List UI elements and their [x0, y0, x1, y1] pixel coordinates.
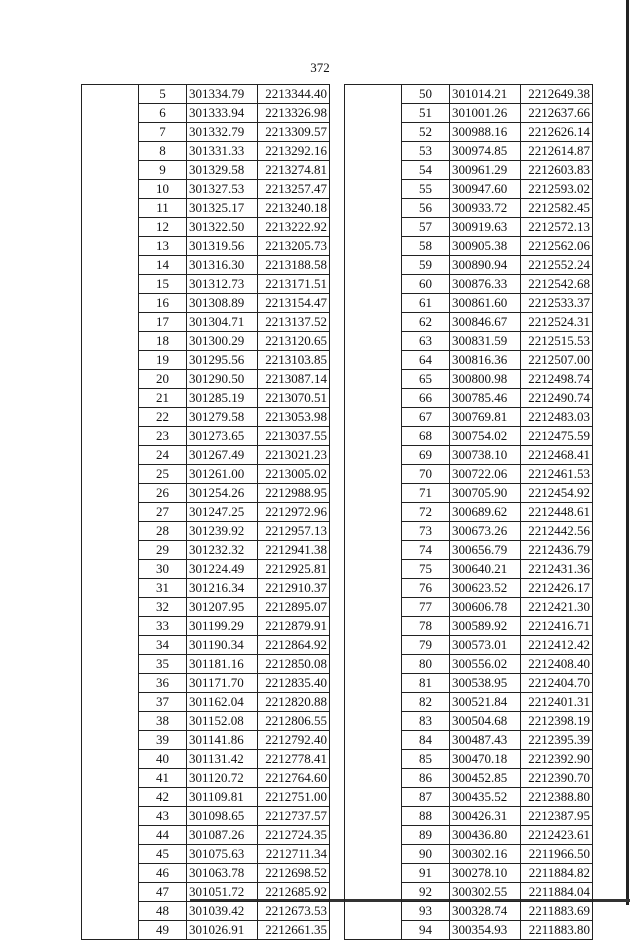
- x-coordinate: 301014.21: [450, 85, 521, 104]
- point-number: 79: [402, 636, 450, 655]
- x-coordinate: 300452.85: [450, 769, 521, 788]
- x-coordinate: 300656.79: [450, 541, 521, 560]
- point-number: 91: [402, 864, 450, 883]
- point-number: 82: [402, 693, 450, 712]
- point-number: 33: [139, 617, 187, 636]
- point-number: 13: [139, 237, 187, 256]
- x-coordinate: 301063.78: [187, 864, 258, 883]
- coordinates-table-left: [81, 84, 330, 940]
- x-coordinate: 300905.38: [450, 237, 521, 256]
- point-number: 67: [402, 408, 450, 427]
- y-coordinate: 2212572.13: [521, 218, 593, 237]
- y-coordinate: 2212408.40: [521, 655, 593, 674]
- blank-column: [82, 85, 139, 940]
- x-coordinate: 301232.32: [187, 541, 258, 560]
- point-number: 81: [402, 674, 450, 693]
- point-number: 85: [402, 750, 450, 769]
- y-coordinate: 2212412.42: [521, 636, 593, 655]
- y-coordinate: 2212398.19: [521, 712, 593, 731]
- x-coordinate: 300521.84: [450, 693, 521, 712]
- x-coordinate: 301199.29: [187, 617, 258, 636]
- point-number: 49: [139, 921, 187, 940]
- x-coordinate: 301273.65: [187, 427, 258, 446]
- y-coordinate: 2212698.52: [258, 864, 330, 883]
- point-number: 44: [139, 826, 187, 845]
- x-coordinate: 300722.06: [450, 465, 521, 484]
- y-coordinate: 2212661.35: [258, 921, 330, 940]
- y-coordinate: 2212637.66: [521, 104, 593, 123]
- y-coordinate: 2212431.36: [521, 560, 593, 579]
- x-coordinate: 300278.10: [450, 864, 521, 883]
- point-number: 20: [139, 370, 187, 389]
- point-number: 22: [139, 408, 187, 427]
- y-coordinate: 2212685.92: [258, 883, 330, 902]
- y-coordinate: 2212751.00: [258, 788, 330, 807]
- x-coordinate: 300640.21: [450, 560, 521, 579]
- y-coordinate: 2212423.61: [521, 826, 593, 845]
- x-coordinate: 300487.43: [450, 731, 521, 750]
- y-coordinate: 2213274.81: [258, 161, 330, 180]
- y-coordinate: 2212850.08: [258, 655, 330, 674]
- point-number: 83: [402, 712, 450, 731]
- y-coordinate: 2212864.92: [258, 636, 330, 655]
- point-number: 86: [402, 769, 450, 788]
- y-coordinate: 2212387.95: [521, 807, 593, 826]
- y-coordinate: 2212442.56: [521, 522, 593, 541]
- x-coordinate: 300831.59: [450, 332, 521, 351]
- y-coordinate: 2211884.04: [521, 883, 593, 902]
- x-coordinate: 301207.95: [187, 598, 258, 617]
- x-coordinate: 300328.74: [450, 902, 521, 921]
- point-number: 87: [402, 788, 450, 807]
- x-coordinate: 301216.34: [187, 579, 258, 598]
- y-coordinate: 2212988.95: [258, 484, 330, 503]
- x-coordinate: 301279.58: [187, 408, 258, 427]
- point-number: 28: [139, 522, 187, 541]
- point-number: 56: [402, 199, 450, 218]
- y-coordinate: 2212792.40: [258, 731, 330, 750]
- y-coordinate: 2212626.14: [521, 123, 593, 142]
- x-coordinate: 300933.72: [450, 199, 521, 218]
- point-number: 30: [139, 560, 187, 579]
- y-coordinate: 2213037.55: [258, 427, 330, 446]
- point-number: 42: [139, 788, 187, 807]
- point-number: 5: [139, 85, 187, 104]
- y-coordinate: 2212388.80: [521, 788, 593, 807]
- x-coordinate: 300890.94: [450, 256, 521, 275]
- table-row: [345, 85, 593, 104]
- y-coordinate: 2212490.74: [521, 389, 593, 408]
- x-coordinate: 301308.89: [187, 294, 258, 313]
- table-row: [82, 85, 330, 104]
- point-number: 65: [402, 370, 450, 389]
- point-number: 73: [402, 522, 450, 541]
- point-number: 71: [402, 484, 450, 503]
- point-number: 43: [139, 807, 187, 826]
- y-coordinate: 2212603.83: [521, 161, 593, 180]
- x-coordinate: 300556.02: [450, 655, 521, 674]
- x-coordinate: 301290.50: [187, 370, 258, 389]
- x-coordinate: 300302.55: [450, 883, 521, 902]
- y-coordinate: 2212392.90: [521, 750, 593, 769]
- point-number: 50: [402, 85, 450, 104]
- x-coordinate: 301075.63: [187, 845, 258, 864]
- point-number: 76: [402, 579, 450, 598]
- y-coordinate: 2213240.18: [258, 199, 330, 218]
- point-number: 34: [139, 636, 187, 655]
- y-coordinate: 2212421.30: [521, 598, 593, 617]
- x-coordinate: 301109.81: [187, 788, 258, 807]
- blank-column: [345, 85, 402, 940]
- y-coordinate: 2213326.98: [258, 104, 330, 123]
- x-coordinate: 301131.42: [187, 750, 258, 769]
- y-coordinate: 2212395.39: [521, 731, 593, 750]
- point-number: 69: [402, 446, 450, 465]
- y-coordinate: 2212724.35: [258, 826, 330, 845]
- x-coordinate: 300846.67: [450, 313, 521, 332]
- point-number: 66: [402, 389, 450, 408]
- x-coordinate: 301267.49: [187, 446, 258, 465]
- x-coordinate: 301316.30: [187, 256, 258, 275]
- x-coordinate: 301327.53: [187, 180, 258, 199]
- point-number: 31: [139, 579, 187, 598]
- y-coordinate: 2212475.59: [521, 427, 593, 446]
- point-number: 11: [139, 199, 187, 218]
- x-coordinate: 300947.60: [450, 180, 521, 199]
- y-coordinate: 2213205.73: [258, 237, 330, 256]
- x-coordinate: 301322.50: [187, 218, 258, 237]
- point-number: 92: [402, 883, 450, 902]
- y-coordinate: 2213053.98: [258, 408, 330, 427]
- point-number: 94: [402, 921, 450, 940]
- point-number: 24: [139, 446, 187, 465]
- point-number: 38: [139, 712, 187, 731]
- point-number: 32: [139, 598, 187, 617]
- point-number: 59: [402, 256, 450, 275]
- point-number: 35: [139, 655, 187, 674]
- x-coordinate: 300705.90: [450, 484, 521, 503]
- y-coordinate: 2213188.58: [258, 256, 330, 275]
- x-coordinate: 300426.31: [450, 807, 521, 826]
- point-number: 70: [402, 465, 450, 484]
- point-number: 61: [402, 294, 450, 313]
- y-coordinate: 2212806.55: [258, 712, 330, 731]
- x-coordinate: 300988.16: [450, 123, 521, 142]
- point-number: 54: [402, 161, 450, 180]
- point-number: 72: [402, 503, 450, 522]
- x-coordinate: 300738.10: [450, 446, 521, 465]
- y-coordinate: 2212515.53: [521, 332, 593, 351]
- point-number: 7: [139, 123, 187, 142]
- y-coordinate: 2212835.40: [258, 674, 330, 693]
- y-coordinate: 2211883.69: [521, 902, 593, 921]
- x-coordinate: 301087.26: [187, 826, 258, 845]
- point-number: 63: [402, 332, 450, 351]
- point-number: 53: [402, 142, 450, 161]
- scan-edge-right: [626, 0, 629, 905]
- x-coordinate: 301152.08: [187, 712, 258, 731]
- y-coordinate: 2213087.14: [258, 370, 330, 389]
- y-coordinate: 2211966.50: [521, 845, 593, 864]
- point-number: 75: [402, 560, 450, 579]
- point-number: 88: [402, 807, 450, 826]
- x-coordinate: 300538.95: [450, 674, 521, 693]
- point-number: 46: [139, 864, 187, 883]
- y-coordinate: 2212507.00: [521, 351, 593, 370]
- point-number: 8: [139, 142, 187, 161]
- y-coordinate: 2213154.47: [258, 294, 330, 313]
- y-coordinate: 2212426.17: [521, 579, 593, 598]
- point-number: 52: [402, 123, 450, 142]
- point-number: 23: [139, 427, 187, 446]
- x-coordinate: 300302.16: [450, 845, 521, 864]
- x-coordinate: 301141.86: [187, 731, 258, 750]
- x-coordinate: 301039.42: [187, 902, 258, 921]
- y-coordinate: 2212468.41: [521, 446, 593, 465]
- y-coordinate: 2212436.79: [521, 541, 593, 560]
- point-number: 26: [139, 484, 187, 503]
- point-number: 29: [139, 541, 187, 560]
- x-coordinate: 300673.26: [450, 522, 521, 541]
- y-coordinate: 2213292.16: [258, 142, 330, 161]
- point-number: 21: [139, 389, 187, 408]
- x-coordinate: 300606.78: [450, 598, 521, 617]
- point-number: 27: [139, 503, 187, 522]
- y-coordinate: 2212448.61: [521, 503, 593, 522]
- y-coordinate: 2213137.52: [258, 313, 330, 332]
- x-coordinate: 301319.56: [187, 237, 258, 256]
- point-number: 47: [139, 883, 187, 902]
- x-coordinate: 300800.98: [450, 370, 521, 389]
- y-coordinate: 2213005.02: [258, 465, 330, 484]
- x-coordinate: 301001.26: [450, 104, 521, 123]
- y-coordinate: 2212820.88: [258, 693, 330, 712]
- x-coordinate: 301120.72: [187, 769, 258, 788]
- x-coordinate: 300354.93: [450, 921, 521, 940]
- y-coordinate: 2212649.38: [521, 85, 593, 104]
- x-coordinate: 300470.18: [450, 750, 521, 769]
- x-coordinate: 301304.71: [187, 313, 258, 332]
- y-coordinate: 2212593.02: [521, 180, 593, 199]
- x-coordinate: 300816.36: [450, 351, 521, 370]
- point-number: 60: [402, 275, 450, 294]
- y-coordinate: 2212552.24: [521, 256, 593, 275]
- y-coordinate: 2213309.57: [258, 123, 330, 142]
- x-coordinate: 301162.04: [187, 693, 258, 712]
- x-coordinate: 301325.17: [187, 199, 258, 218]
- coordinates-table-right: [344, 84, 593, 940]
- x-coordinate: 301300.29: [187, 332, 258, 351]
- x-coordinate: 301224.49: [187, 560, 258, 579]
- x-coordinate: 300689.62: [450, 503, 521, 522]
- point-number: 16: [139, 294, 187, 313]
- y-coordinate: 2212778.41: [258, 750, 330, 769]
- x-coordinate: 301247.25: [187, 503, 258, 522]
- y-coordinate: 2212925.81: [258, 560, 330, 579]
- point-number: 93: [402, 902, 450, 921]
- y-coordinate: 2212461.53: [521, 465, 593, 484]
- y-coordinate: 2212972.96: [258, 503, 330, 522]
- point-number: 41: [139, 769, 187, 788]
- x-coordinate: 301190.34: [187, 636, 258, 655]
- point-number: 57: [402, 218, 450, 237]
- point-number: 18: [139, 332, 187, 351]
- x-coordinate: 301333.94: [187, 104, 258, 123]
- y-coordinate: 2211883.80: [521, 921, 593, 940]
- y-coordinate: 2212416.71: [521, 617, 593, 636]
- y-coordinate: 2213257.47: [258, 180, 330, 199]
- y-coordinate: 2212454.92: [521, 484, 593, 503]
- point-number: 39: [139, 731, 187, 750]
- y-coordinate: 2212582.45: [521, 199, 593, 218]
- x-coordinate: 301295.56: [187, 351, 258, 370]
- y-coordinate: 2212533.37: [521, 294, 593, 313]
- point-number: 12: [139, 218, 187, 237]
- x-coordinate: 300769.81: [450, 408, 521, 427]
- point-number: 62: [402, 313, 450, 332]
- y-coordinate: 2211884.82: [521, 864, 593, 883]
- y-coordinate: 2212895.07: [258, 598, 330, 617]
- point-number: 15: [139, 275, 187, 294]
- y-coordinate: 2212879.91: [258, 617, 330, 636]
- x-coordinate: 301332.79: [187, 123, 258, 142]
- y-coordinate: 2213103.85: [258, 351, 330, 370]
- y-coordinate: 2213070.51: [258, 389, 330, 408]
- x-coordinate: 301239.92: [187, 522, 258, 541]
- y-coordinate: 2212957.13: [258, 522, 330, 541]
- x-coordinate: 300623.52: [450, 579, 521, 598]
- point-number: 19: [139, 351, 187, 370]
- y-coordinate: 2213222.92: [258, 218, 330, 237]
- point-number: 58: [402, 237, 450, 256]
- y-coordinate: 2212910.37: [258, 579, 330, 598]
- y-coordinate: 2212673.53: [258, 902, 330, 921]
- x-coordinate: 301312.73: [187, 275, 258, 294]
- point-number: 80: [402, 655, 450, 674]
- y-coordinate: 2212764.60: [258, 769, 330, 788]
- x-coordinate: 301098.65: [187, 807, 258, 826]
- y-coordinate: 2213171.51: [258, 275, 330, 294]
- point-number: 74: [402, 541, 450, 560]
- y-coordinate: 2213344.40: [258, 85, 330, 104]
- y-coordinate: 2213021.23: [258, 446, 330, 465]
- y-coordinate: 2212711.34: [258, 845, 330, 864]
- x-coordinate: 301329.58: [187, 161, 258, 180]
- y-coordinate: 2213120.65: [258, 332, 330, 351]
- point-number: 64: [402, 351, 450, 370]
- x-coordinate: 300876.33: [450, 275, 521, 294]
- x-coordinate: 300785.46: [450, 389, 521, 408]
- page-number: 372: [310, 60, 330, 75]
- x-coordinate: 300861.60: [450, 294, 521, 313]
- x-coordinate: 300436.80: [450, 826, 521, 845]
- y-coordinate: 2212404.70: [521, 674, 593, 693]
- y-coordinate: 2212390.70: [521, 769, 593, 788]
- point-number: 37: [139, 693, 187, 712]
- point-number: 17: [139, 313, 187, 332]
- point-number: 89: [402, 826, 450, 845]
- x-coordinate: 301334.79: [187, 85, 258, 104]
- point-number: 40: [139, 750, 187, 769]
- point-number: 68: [402, 427, 450, 446]
- point-number: 55: [402, 180, 450, 199]
- x-coordinate: 301181.16: [187, 655, 258, 674]
- x-coordinate: 301261.00: [187, 465, 258, 484]
- x-coordinate: 300754.02: [450, 427, 521, 446]
- point-number: 14: [139, 256, 187, 275]
- point-number: 36: [139, 674, 187, 693]
- y-coordinate: 2212483.03: [521, 408, 593, 427]
- point-number: 90: [402, 845, 450, 864]
- point-number: 78: [402, 617, 450, 636]
- x-coordinate: 301026.91: [187, 921, 258, 940]
- y-coordinate: 2212542.68: [521, 275, 593, 294]
- x-coordinate: 300961.29: [450, 161, 521, 180]
- point-number: 9: [139, 161, 187, 180]
- y-coordinate: 2212498.74: [521, 370, 593, 389]
- point-number: 45: [139, 845, 187, 864]
- x-coordinate: 301254.26: [187, 484, 258, 503]
- x-coordinate: 300589.92: [450, 617, 521, 636]
- y-coordinate: 2212737.57: [258, 807, 330, 826]
- y-coordinate: 2212614.87: [521, 142, 593, 161]
- x-coordinate: 301285.19: [187, 389, 258, 408]
- y-coordinate: 2212941.38: [258, 541, 330, 560]
- x-coordinate: 301331.33: [187, 142, 258, 161]
- point-number: 25: [139, 465, 187, 484]
- point-number: 77: [402, 598, 450, 617]
- point-number: 48: [139, 902, 187, 921]
- x-coordinate: 300573.01: [450, 636, 521, 655]
- y-coordinate: 2212524.31: [521, 313, 593, 332]
- x-coordinate: 300974.85: [450, 142, 521, 161]
- point-number: 84: [402, 731, 450, 750]
- y-coordinate: 2212401.31: [521, 693, 593, 712]
- y-coordinate: 2212562.06: [521, 237, 593, 256]
- x-coordinate: 300919.63: [450, 218, 521, 237]
- point-number: 6: [139, 104, 187, 123]
- point-number: 10: [139, 180, 187, 199]
- x-coordinate: 301051.72: [187, 883, 258, 902]
- x-coordinate: 301171.70: [187, 674, 258, 693]
- x-coordinate: 300435.52: [450, 788, 521, 807]
- x-coordinate: 300504.68: [450, 712, 521, 731]
- point-number: 51: [402, 104, 450, 123]
